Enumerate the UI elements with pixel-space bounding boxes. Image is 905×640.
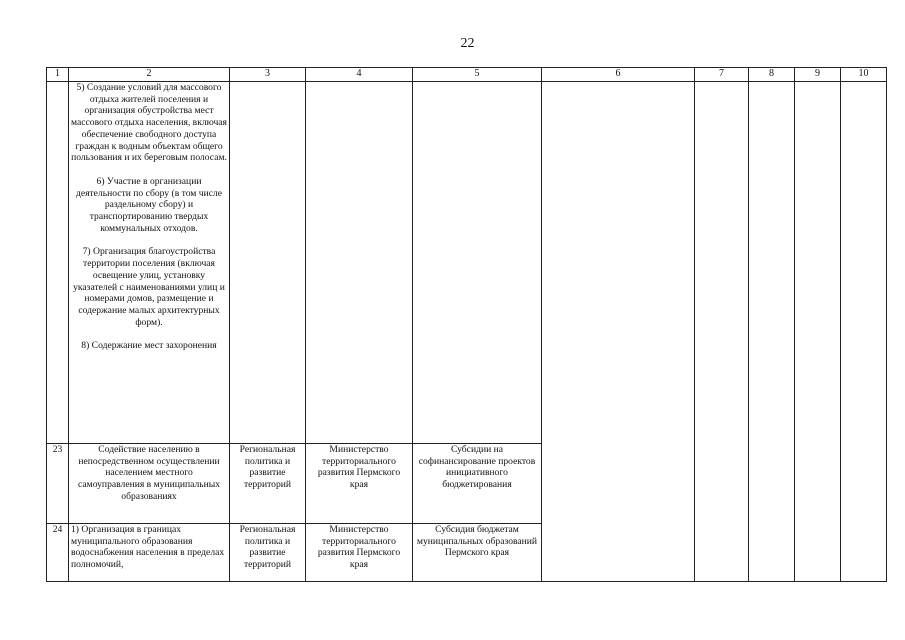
header-cell: 7 bbox=[695, 68, 749, 82]
header-cell: 8 bbox=[749, 68, 795, 82]
program-table bbox=[46, 67, 887, 582]
task-paragraph: 6) Участие в организации деятельности по сбору (в том числе раздельному сбору) и транспортированию твердых коммунальных отходов. bbox=[75, 175, 223, 234]
header-cell: 1 bbox=[47, 68, 69, 82]
empty-cell-col10 bbox=[841, 82, 887, 582]
empty-cell bbox=[306, 82, 413, 444]
row-number-cell bbox=[47, 82, 69, 444]
task-description-cell bbox=[69, 82, 230, 444]
task-paragraph: 7) Организация благоустройства территории поселения (включая освещение улиц, установку указателей с наименованиями улиц и номерами домов, размещение и содержание малых архитектурных форм). bbox=[73, 246, 225, 328]
empty-cell-col6 bbox=[542, 82, 695, 582]
header-cell: 9 bbox=[795, 68, 841, 82]
row-number: 23 bbox=[47, 444, 69, 524]
header-row bbox=[47, 68, 887, 82]
empty-cell bbox=[413, 82, 542, 444]
subprogram-cell: Региональная политика и развитие территорий bbox=[230, 524, 306, 582]
support-measure-cell: Субсидия бюджетам муниципальных образований Пермского края bbox=[413, 524, 542, 582]
responsible-executor-cell: Министерство территориального развития Пермского края bbox=[306, 524, 413, 582]
header-cell: 10 bbox=[841, 68, 887, 82]
empty-cell bbox=[230, 82, 306, 444]
header-cell: 2 bbox=[69, 68, 230, 82]
task-paragraph: 5) Создание условий для массового отдыха жителей поселения и организация обустройства мест массового отдыха населения, включая обеспечение свободного доступа граждан к водным объектам общего пользования и их береговым полосам. bbox=[71, 82, 227, 164]
support-measure-cell: Субсидии на софинансирование проектов инициативного бюджетирования bbox=[413, 444, 542, 524]
subprogram-cell: Региональная политика и развитие территорий bbox=[230, 444, 306, 524]
task-description-cell: Содействие населению в непосредственном осуществлении населением местного самоуправления в муниципальных образованиях bbox=[69, 444, 230, 524]
header-cell: 6 bbox=[542, 68, 695, 82]
table-row-continued bbox=[47, 82, 887, 444]
header-cell: 5 bbox=[413, 68, 542, 82]
task-description-cell: 1) Организация в границах муниципального образования водоснабжения населения в пределах полномочий, bbox=[69, 524, 230, 582]
row-number: 24 bbox=[47, 524, 69, 582]
header-cell: 4 bbox=[306, 68, 413, 82]
task-paragraph: 8) Содержание мест захоронения bbox=[81, 340, 217, 352]
header-cell: 3 bbox=[230, 68, 306, 82]
empty-cell-col9 bbox=[795, 82, 841, 582]
responsible-executor-cell: Министерство территориального развития Пермского края bbox=[306, 444, 413, 524]
empty-cell-col8 bbox=[749, 82, 795, 582]
empty-cell-col7 bbox=[695, 82, 749, 582]
page-number: 22 bbox=[460, 36, 475, 51]
